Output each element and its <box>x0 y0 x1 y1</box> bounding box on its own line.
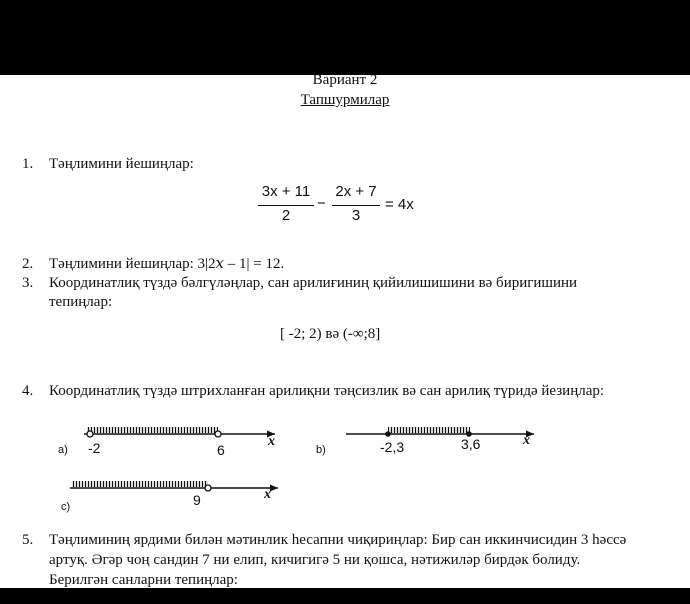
tasks-heading: Тапшурмилар <box>300 92 390 108</box>
number-lines-figure <box>0 415 690 515</box>
task-4-text: Координатлиқ түздә штрихланған арилиқни тәңсизлик вә сан арилиқ түридә йезиңлар: <box>49 383 605 399</box>
number-line-c <box>70 481 278 492</box>
tick-b-left: -2,3 <box>380 439 405 455</box>
label-a: a) <box>58 444 68 456</box>
fraction-2-numerator: 2x + 7 <box>335 183 377 200</box>
tick-a-left: -2 <box>88 440 101 456</box>
label-b: b) <box>316 444 326 456</box>
label-c: c) <box>61 501 71 513</box>
tick-a-right: 6 <box>217 442 225 458</box>
equation-rhs: = 4x <box>385 196 414 213</box>
task-4-number: 4. <box>22 383 34 399</box>
task-2-text: Тәңлимини йешиңлар: 3|2𝑥 – 1| = 12. <box>49 256 285 272</box>
point-c-right <box>205 485 211 491</box>
minus-sign: − <box>317 195 326 212</box>
intervals-expression: [ -2; 2) вә (-∞;8] <box>280 326 381 342</box>
hatch-a <box>87 427 218 433</box>
axis-label-a: x <box>268 434 275 449</box>
task-1-number: 1. <box>22 156 34 172</box>
axis-label-b: x <box>523 433 530 448</box>
hatch-c <box>72 481 208 487</box>
fraction-2-bar <box>332 205 380 206</box>
fraction-1-numerator: 3x + 11 <box>261 183 311 200</box>
tick-b-right: 3,6 <box>461 436 481 452</box>
axis-label-c: x <box>264 487 271 502</box>
task-5-number: 5. <box>22 532 34 548</box>
task-1-text: Тәңлимини йешиңлар: <box>49 156 194 172</box>
tick-c-right: 9 <box>193 492 201 508</box>
task-5-text-line3: Берилгән санларни тепиңлар: <box>49 572 238 588</box>
fraction-1-denominator: 2 <box>281 207 291 224</box>
document-page <box>0 72 690 588</box>
hatch-b <box>388 427 470 433</box>
fraction-2-denominator: 3 <box>351 207 361 224</box>
task-3-number: 3. <box>22 275 34 291</box>
variant-title: Вариант 2 <box>312 72 378 88</box>
point-a-right <box>215 431 221 437</box>
fraction-1-bar <box>258 205 314 206</box>
bottom-bar <box>0 588 690 604</box>
point-b-left <box>385 431 391 437</box>
task-5-text-line1: Тәңлиминиң ярдими билән мәтинлик һесапни чиқириңлар: Бир сан иккинчисидин 3 һәссә <box>49 532 627 548</box>
point-a-left <box>87 431 93 437</box>
task-5-text-line2: артуқ. Әгәр чоң сандин 7 ни елип, кичигигә 5 ни қошса, нәтижиләр бирдәк болиду. <box>49 552 581 568</box>
number-line-b <box>346 427 534 438</box>
arrow-c <box>270 485 278 492</box>
task-2-number: 2. <box>22 256 34 272</box>
task-3-text-line1: Координатлиқ түздә бәлгүләңлар, сан арилиғиниң қийилишишини вә биригишини <box>49 275 578 291</box>
number-line-a <box>84 427 275 438</box>
task-3-text-line2: тепиңлар: <box>49 294 113 310</box>
